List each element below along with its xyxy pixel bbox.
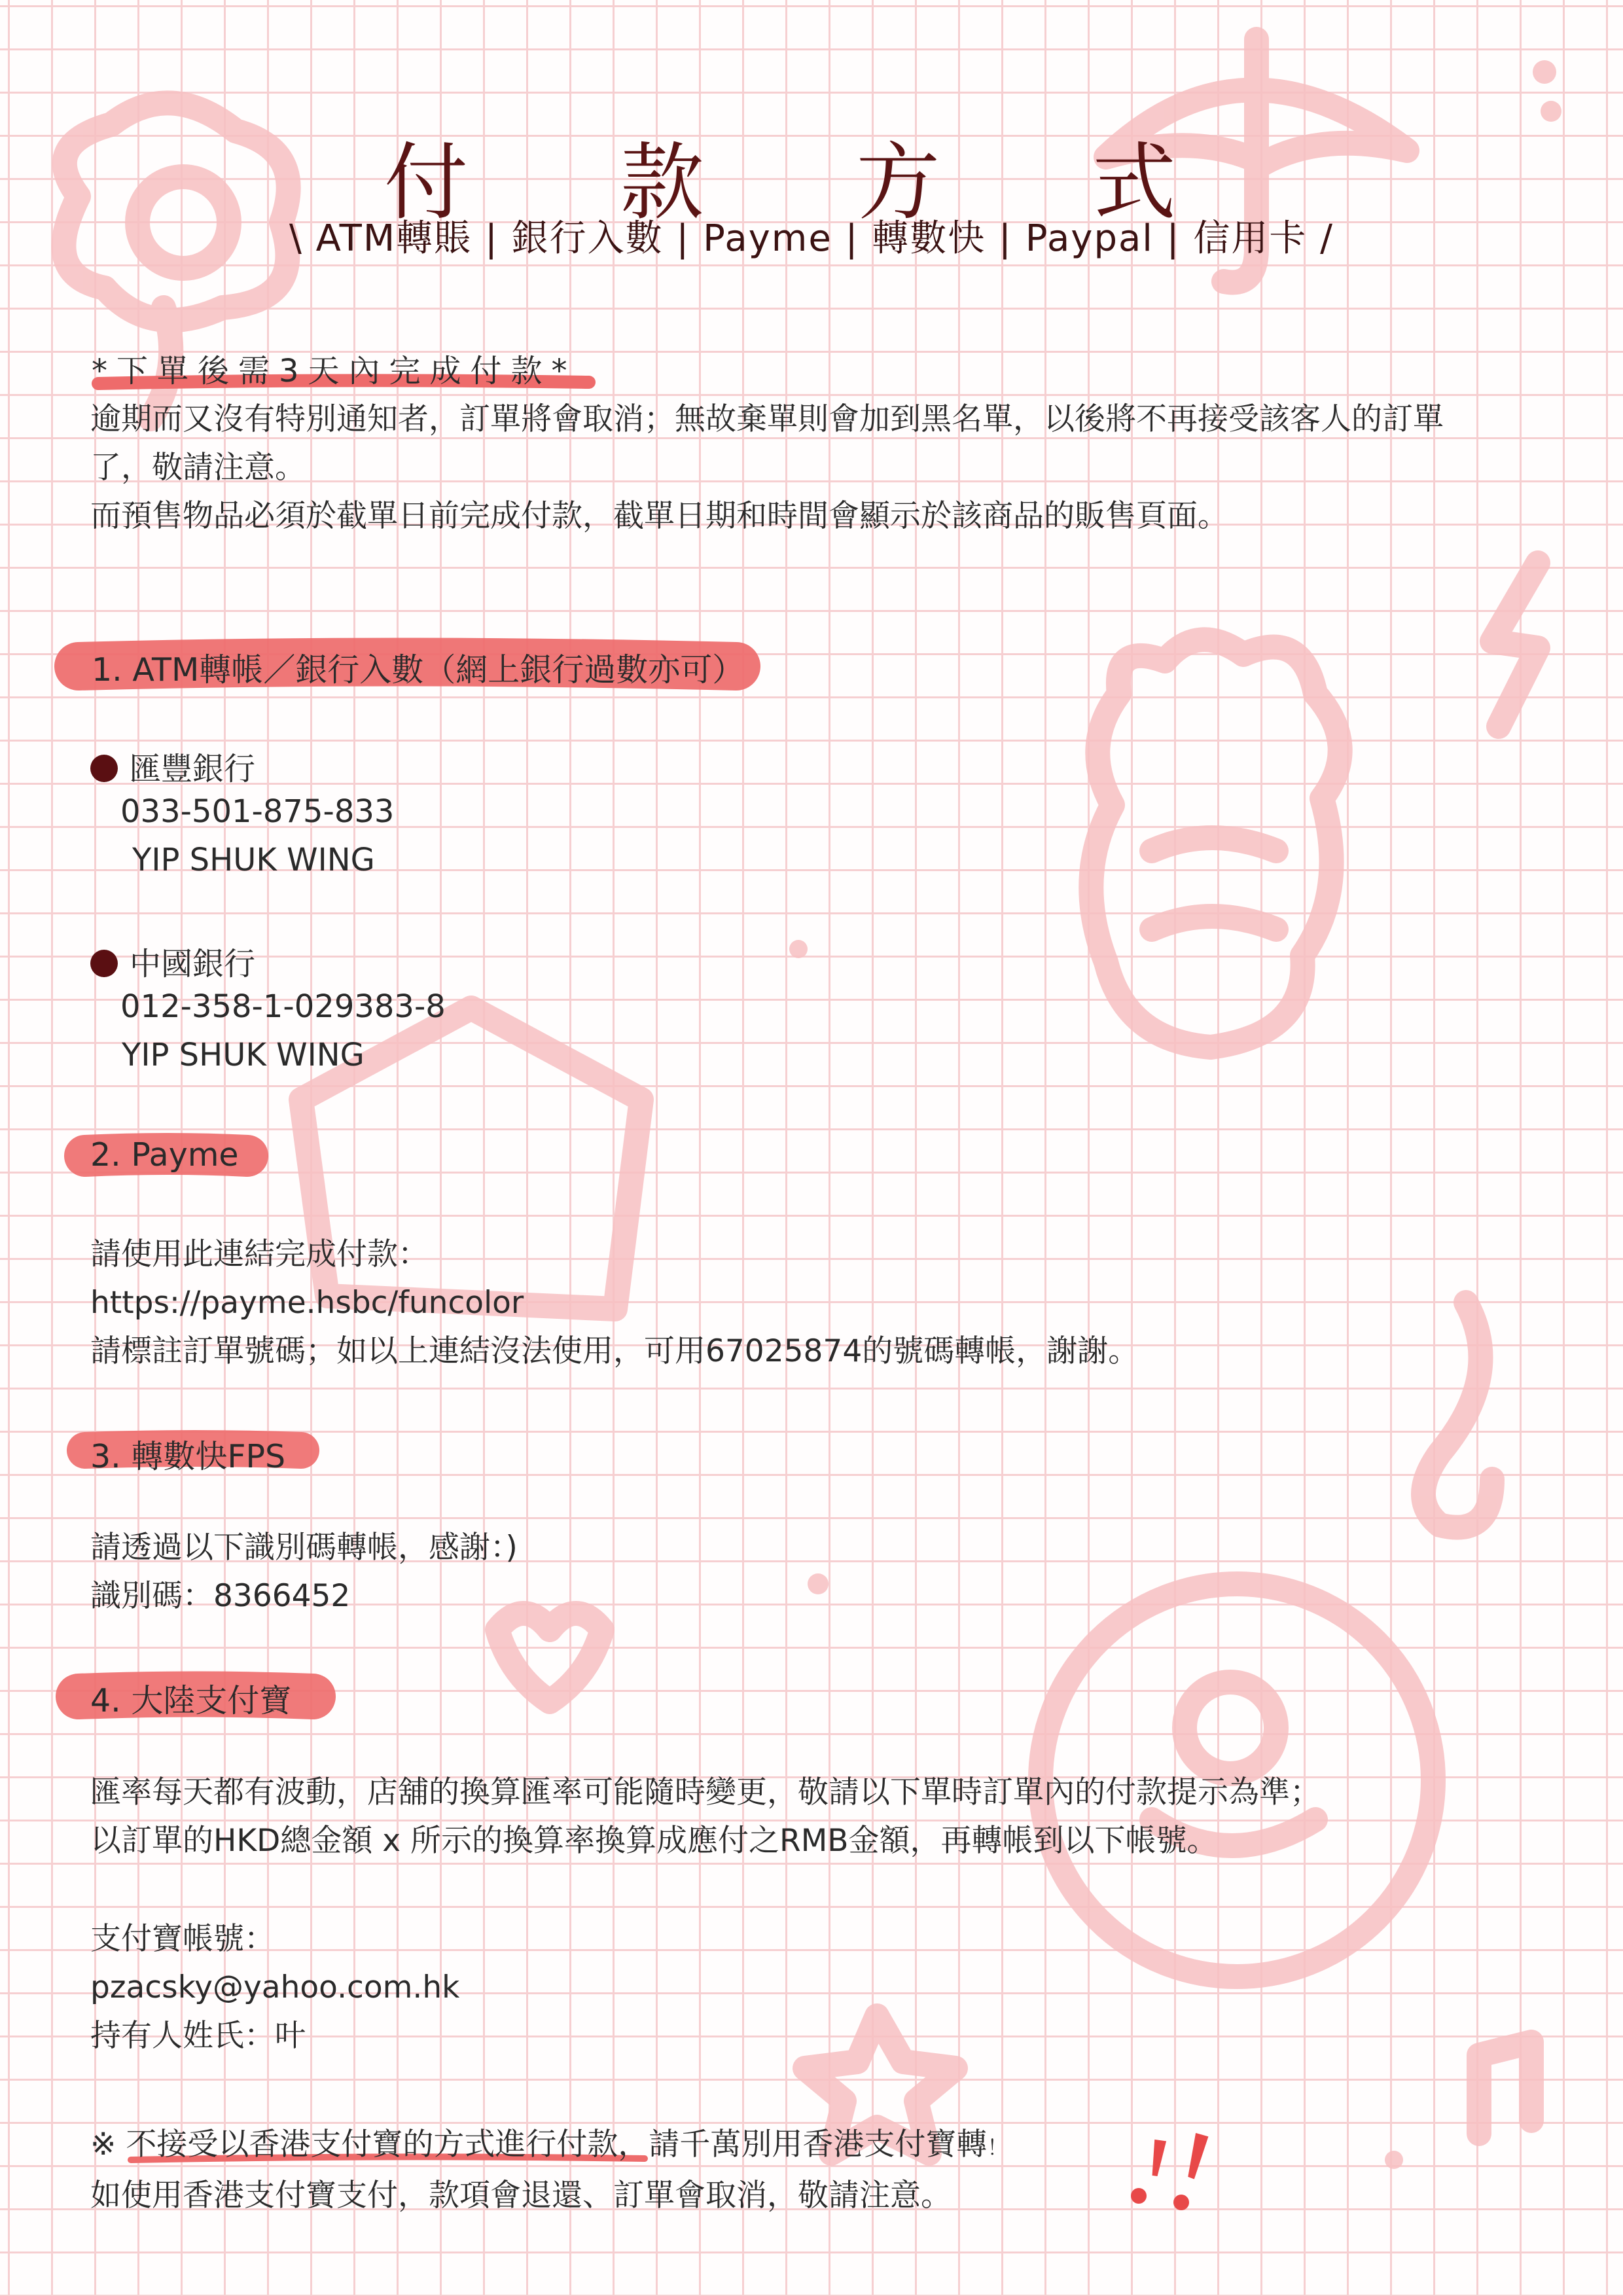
- alipay-account-label: 支付寶帳號：: [90, 1921, 275, 1957]
- circle-inner-doodle: [1185, 1682, 1276, 1774]
- alipay-rate-text: [90, 1768, 1321, 1865]
- atm-section-title: 1. ATM轉帳／銀行入數（網上銀行過數亦可）: [92, 651, 745, 689]
- bank-account-number: 033-501-875-833: [120, 793, 395, 830]
- exclamation-icon: [1188, 2133, 1209, 2180]
- payme-text: [90, 1230, 1139, 1376]
- alipay-rate-line: 以訂單的HKD總金額 x 所示的換算率換算成應付之RMB金額，再轉帳到以下帳號。: [90, 1823, 1218, 1859]
- exclamation-icon: [1150, 2140, 1166, 2177]
- payme-section-title: 2. Payme: [90, 1136, 239, 1174]
- notice-headline: *下單後需3天內完成付款*: [92, 353, 577, 389]
- bank-account-number: 012-358-1-029383-8: [120, 988, 446, 1025]
- heart-doodle: [497, 1613, 602, 1702]
- alipay-warning: [90, 2121, 1008, 2220]
- small-dot-doodle: [1533, 60, 1556, 84]
- small-dot-doodle: [1385, 2151, 1403, 2169]
- warning-end: ！: [987, 2135, 1008, 2160]
- bullet-icon: [90, 950, 118, 977]
- page-title: 付 款 方 式: [383, 134, 1240, 232]
- notice-line: 逾期而又沒有特別通知者，訂單將會取消；無故棄單則會加到黑名單，以後將不再接受該客人的訂單: [90, 401, 1444, 437]
- payme-line: 請標註訂單號碼；如以上連結沒法使用，可用67025874的號碼轉帳，謝謝。: [90, 1333, 1139, 1369]
- warning-emphasis: 不接受以香港支付寶的方式進行付款: [126, 2126, 618, 2162]
- fps-text: [90, 1524, 518, 1621]
- reference-mark-icon: ※: [90, 2126, 116, 2162]
- music-note-doodle: [1423, 1302, 1492, 1528]
- exclamation-dot: [1173, 2195, 1189, 2210]
- warning-rest: ，請千萬別用香港支付寶轉: [618, 2126, 988, 2162]
- notice-line: 了，敬請注意。: [90, 450, 306, 486]
- bank-account-holder: YIP SHUK WING: [122, 1037, 365, 1073]
- notice-line: 而預售物品必須於截單日前完成付款，截單日期和時間會顯示於該商品的販售頁面。: [90, 498, 1228, 534]
- note-doodle: [1479, 2042, 1531, 2134]
- bank-boc: [90, 939, 255, 984]
- alipay-section-title: 4. 大陸支付寶: [90, 1682, 292, 1719]
- payme-line: 請使用此連結完成付款：: [90, 1236, 429, 1272]
- lightning-doodle: [1492, 563, 1538, 726]
- alipay-holder: 持有人姓氏：叶: [90, 2018, 306, 2054]
- bank-name: 中國銀行: [130, 946, 256, 982]
- alipay-warning-line: [90, 2121, 1008, 2172]
- bullet-icon: [90, 755, 118, 782]
- fps-id: 識別碼：8366452: [90, 1578, 351, 1614]
- notice-text: [90, 395, 1444, 541]
- alipay-account: pzacsky@yahoo.com.hk: [90, 1969, 460, 2005]
- bank-name: 匯豐銀行: [130, 751, 256, 787]
- cat-belly-doodle: [1152, 838, 1276, 929]
- payment-methods-subtitle: \ ATM轉賬 | 銀行入數 | Payme | 轉數快 | Paypal | 信用卡 /: [289, 217, 1334, 260]
- alipay-account-block: [90, 1915, 459, 2060]
- fps-section-title: 3. 轉數快FPS: [90, 1438, 286, 1475]
- fps-line: 請透過以下識別碼轉帳，感謝：): [90, 1530, 518, 1566]
- small-dot-doodle: [808, 1573, 829, 1594]
- payme-link[interactable]: https://payme.hsbc/funcolor: [90, 1285, 524, 1321]
- alipay-rate-line: 匯率每天都有波動，店舖的換算匯率可能隨時變更，敬請以下單時訂單內的付款提示為準；: [90, 1774, 1321, 1810]
- small-dot-doodle: [789, 940, 808, 958]
- alipay-warning-line: 如使用香港支付寶支付，款項會退還、訂單會取消，敬請注意。: [90, 2178, 952, 2214]
- bank-account-holder: YIP SHUK WING: [132, 842, 375, 878]
- exclamation-dot: [1131, 2188, 1147, 2204]
- bank-hsbc: [90, 744, 255, 789]
